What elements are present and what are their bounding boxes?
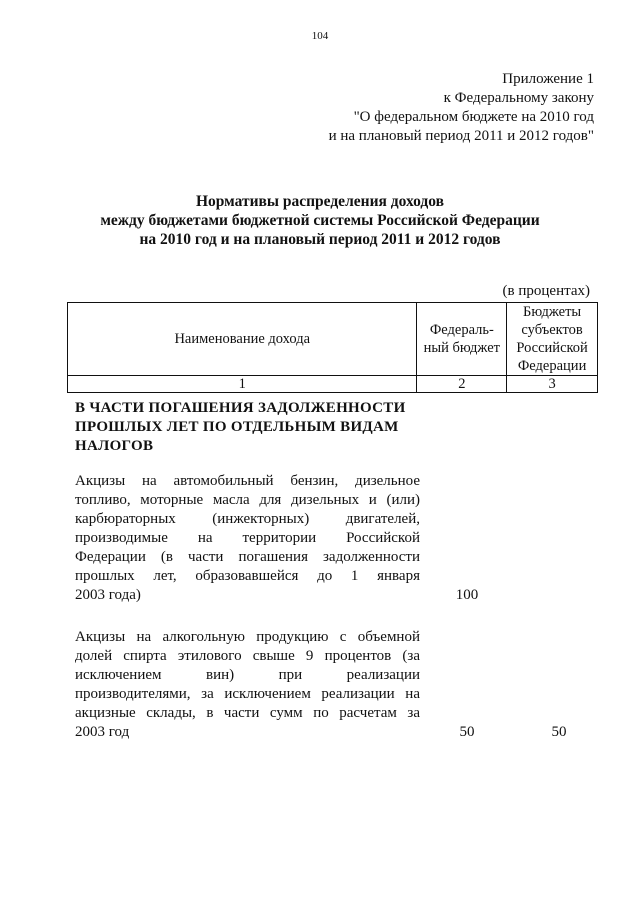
row-text-line: карбюраторных (инжекторных) двигателей, [75,511,420,527]
title-line: между бюджетами бюджетной системы Российской Федерации [100,212,540,229]
column-number-row [68,376,598,393]
row-text-line: производимые на территории Российской [75,530,420,546]
row-text-line: 2003 год [75,724,130,740]
row-text-line: Акцизы на алкогольную продукцию с объемной [75,629,420,645]
row-text-line: 2003 года) [75,587,141,603]
header-regional-budgets: Бюджеты субъектов Российской Федерации [507,303,598,376]
row-federal-value: 50 [459,724,475,740]
row-text-line: акцизные склады, в части сумм по расчетам за [75,705,420,721]
table-row-description [75,628,420,742]
row-federal-value: 100 [455,587,479,603]
distribution-table [67,302,598,393]
appendix-line: и на плановый период 2011 и 2012 годов" [328,128,594,144]
row-text-line: прошлых лет, образовавшейся до 1 января [75,568,420,584]
row-text-line: Акцизы на автомобильный бензин, дизельное [75,473,420,489]
appendix-line: Приложение 1 [502,71,594,87]
units-note: (в процентах) [502,283,590,299]
row-text-line: исключением вин) при реализации [75,667,420,683]
table-row-description [75,472,420,605]
header-income-name: Наименование дохода [68,303,417,376]
table-header-row [68,303,598,376]
header-federal-budget: Федераль-ный бюджет [417,303,507,376]
appendix-line: к Федеральному закону [443,90,594,106]
column-number: 2 [417,376,507,393]
column-number: 1 [68,376,417,393]
row-text-line: производителями, за исключением реализации на [75,686,420,702]
title-line: на 2010 год и на плановый период 2011 и 2012 годов [139,231,501,248]
appendix-reference [329,70,594,146]
row-text-line: долей спирта этилового свыше 9 процентов (за [75,648,420,664]
appendix-line: "О федеральном бюджете на 2010 год [353,109,594,125]
row-regional-value: 50 [551,724,567,740]
title-line: Нормативы распределения доходов [195,193,445,210]
row-text-line: Федерации (в части погашения задолженности [75,549,420,565]
section-heading: В ЧАСТИ ПОГАШЕНИЯ ЗАДОЛЖЕННОСТИ ПРОШЛЫХ ЛЕТ ПО ОТДЕЛЬНЫМ ВИДАМ НАЛОГОВ [75,400,406,454]
column-number: 3 [507,376,598,393]
document-title [0,192,640,249]
row-text-line: топливо, моторные масла для дизельных и (или) [75,492,420,508]
page-number: 104 [311,30,329,42]
